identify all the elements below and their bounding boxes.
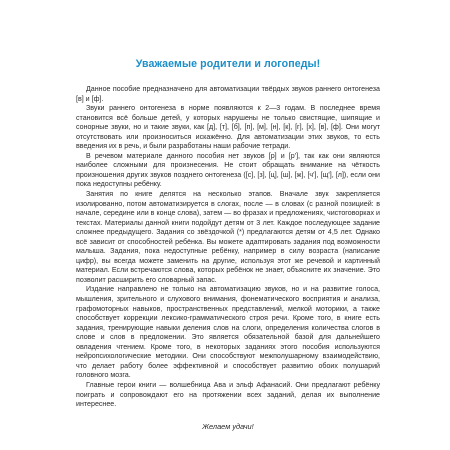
paragraph: Данное пособие предназначено для автоматизации твёрдых звуков раннего онтогенеза [в] и [ф]. xyxy=(76,85,380,103)
paragraph: Главные герои книги — волшебница Ава и эльф Афанасий. Они предлагают ребёнку поиграть и сопровождают его на протяжении всех заданий, делая их выполнение интереснее. xyxy=(76,380,380,409)
paragraph: Звуки раннего онтогенеза в норме появляются к 2—3 годам. В последнее время становится всё больше детей, у которых нарушены не только свистящие, шипящие и сонорные звуки, но и такие звуки, как [д], [т], [б], [п], [м], [н], [к], [г], [х], [в], [ф]. Они могут отсутствовать или произноситься искажённо. Для автоматизации этих звуков, то есть введения их в речь, и были разработаны наши рабочие тетради. xyxy=(76,104,380,151)
paragraph: Издание направлено не только на автоматизацию звуков, но и на развитие голоса, мышления, зрительного и слухового внимания, фонематического восприятия и анализа, графомоторных навыков, пространственных представлений, мелкой моторики, а также способствует коррекции лексико-грамматического строя речи. Кроме того, в книге есть задания, тренирующие навыки деления слов на слоги, определения количества слогов в слове и слов в предложении. Это является обязательной базой для дальнейшего овладения чтением. Кроме того, в некоторых заданиях этого пособия используются нейропсихологические методики. Они способствуют межполушарному взаимодействию, что делает работу более эффективной и способствует развитию обоих полушарий головного мозга. xyxy=(76,285,380,380)
paragraph: В речевом материале данного пособия нет звуков [р] и [р'], так как они являются наиболее сложными для произнесения. Не стоит обращать внимание на чёткость произношения других звуков позднего онтогенеза ([с], [з], [ц], [ш], [ж], [ч'], [щ'], [л]), если они пока недоступны ребёнку. xyxy=(76,151,380,189)
paragraph: Занятия по книге делятся на несколько этапов. Вначале звук закрепляется изолированно, потом автоматизируется в слогах, после — в словах (с разной позицией: в начале, середине или в конце слова), затем — во фразах и предложениях, чистоговорках и текстах. Материалы данной книги подойдут детям от 3 лет. Каждое последующее задание сложнее предыдущего. Задания со звёздочкой (*) предлагаются детям от 4,5 лет. Однако всё зависит от способностей ребёнка. Вы можете адаптировать задания под возможности малыша. Задания, пока недоступные ребёнку, например в силу возраста (написание цифр), вы всегда можете заменить на другие, используя этот же речевой и картинный материал. Если встречаются слова, которых ребёнок не знает, объясните их значение. Это позволит расширить его словарный запас. xyxy=(76,190,380,284)
signoff: Желаем удачи! xyxy=(202,421,254,431)
page-title: Уважаемые родители и логопеды! xyxy=(135,58,321,70)
body-text xyxy=(76,85,380,410)
